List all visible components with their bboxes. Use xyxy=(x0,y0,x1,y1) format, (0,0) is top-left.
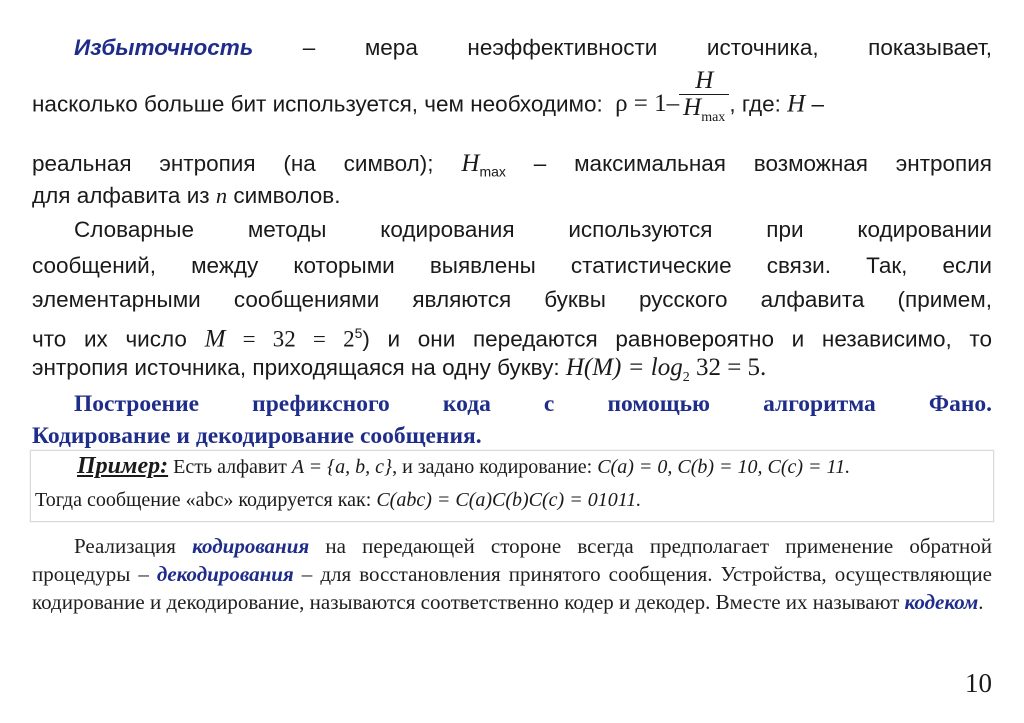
entropy-formula: $H(M) = \log_2 32 = 5$. xyxy=(565,354,767,385)
text: – xyxy=(805,91,824,117)
text: насколько больше бит используется, чем необходимо: xyxy=(32,91,603,117)
paragraph-dictionary-line2: сообщений, между которыми выявлены статистические связи. Так, если xyxy=(32,253,992,278)
text: – мера неэффективности источника, показывает, xyxy=(253,35,992,60)
example-box xyxy=(30,450,994,522)
term-coding: кодирования xyxy=(192,534,310,558)
paragraph-dictionary-line4: что их число $M = 32 = 2^5$) и они передаются равновероятно и независимо, то xyxy=(32,325,993,353)
paragraph-codec: Реализация кодирования на передающей стороне всегда предполагает применение обратной процедуры – декодирования – для восстановления принятого сообщения. Устройства, осуществляющие кодирование и декодирование, называются соответственно кодер и декодер. Вместе их называют кодеком. xyxy=(32,534,992,614)
term-decoding: декодирования xyxy=(156,562,294,586)
section-heading-line1: Построение префиксного кода с помощью алгоритма Фано. xyxy=(74,391,992,417)
var-H: H xyxy=(787,90,806,118)
example-line1: Пример: Есть алфавит A = {a, b, c}, и задано кодирование: C(a) = 0, C(b) = 10, C(c) = 11. xyxy=(77,453,851,479)
term-redundancy: Избыточность xyxy=(74,35,254,60)
example-label: Пример: xyxy=(77,453,169,479)
page-number: 10 xyxy=(965,668,992,698)
term-codec: кодеком xyxy=(904,590,979,614)
section-heading-line2: Кодирование и декодирование сообщения. xyxy=(32,423,482,449)
fraction-numerator: H xyxy=(679,68,729,95)
text: , где: xyxy=(729,91,788,117)
fraction-H-over-Hmax xyxy=(679,68,729,131)
paragraph-redundancy-line3: реальная энтропия (на символ); $H_{max}$ – максимальная возможная энтропия xyxy=(32,150,992,180)
paragraph-redundancy-line2 xyxy=(32,67,992,134)
rho-formula: ρ = 1– xyxy=(615,90,680,118)
example-line2: Тогда сообщение «abc» кодируется как: C(abc) = C(a)C(b)C(c) = 01011. xyxy=(35,489,642,511)
paragraph-dictionary-line5: энтропия источника, приходящаяся на одну букву: $H(M) = \log_2 32 = 5$. xyxy=(32,354,767,385)
fraction-denominator: $H_{max}$ xyxy=(683,94,726,125)
paragraph-dictionary-line3: элементарными сообщениями являются буквы русского алфавита (примем, xyxy=(32,287,992,312)
paragraph-dictionary-line1: Словарные методы кодирования используются при кодировании xyxy=(74,217,992,242)
paragraph-redundancy-line1 xyxy=(32,32,992,64)
paragraph-redundancy-line4: для алфавита из n символов. xyxy=(32,183,341,208)
